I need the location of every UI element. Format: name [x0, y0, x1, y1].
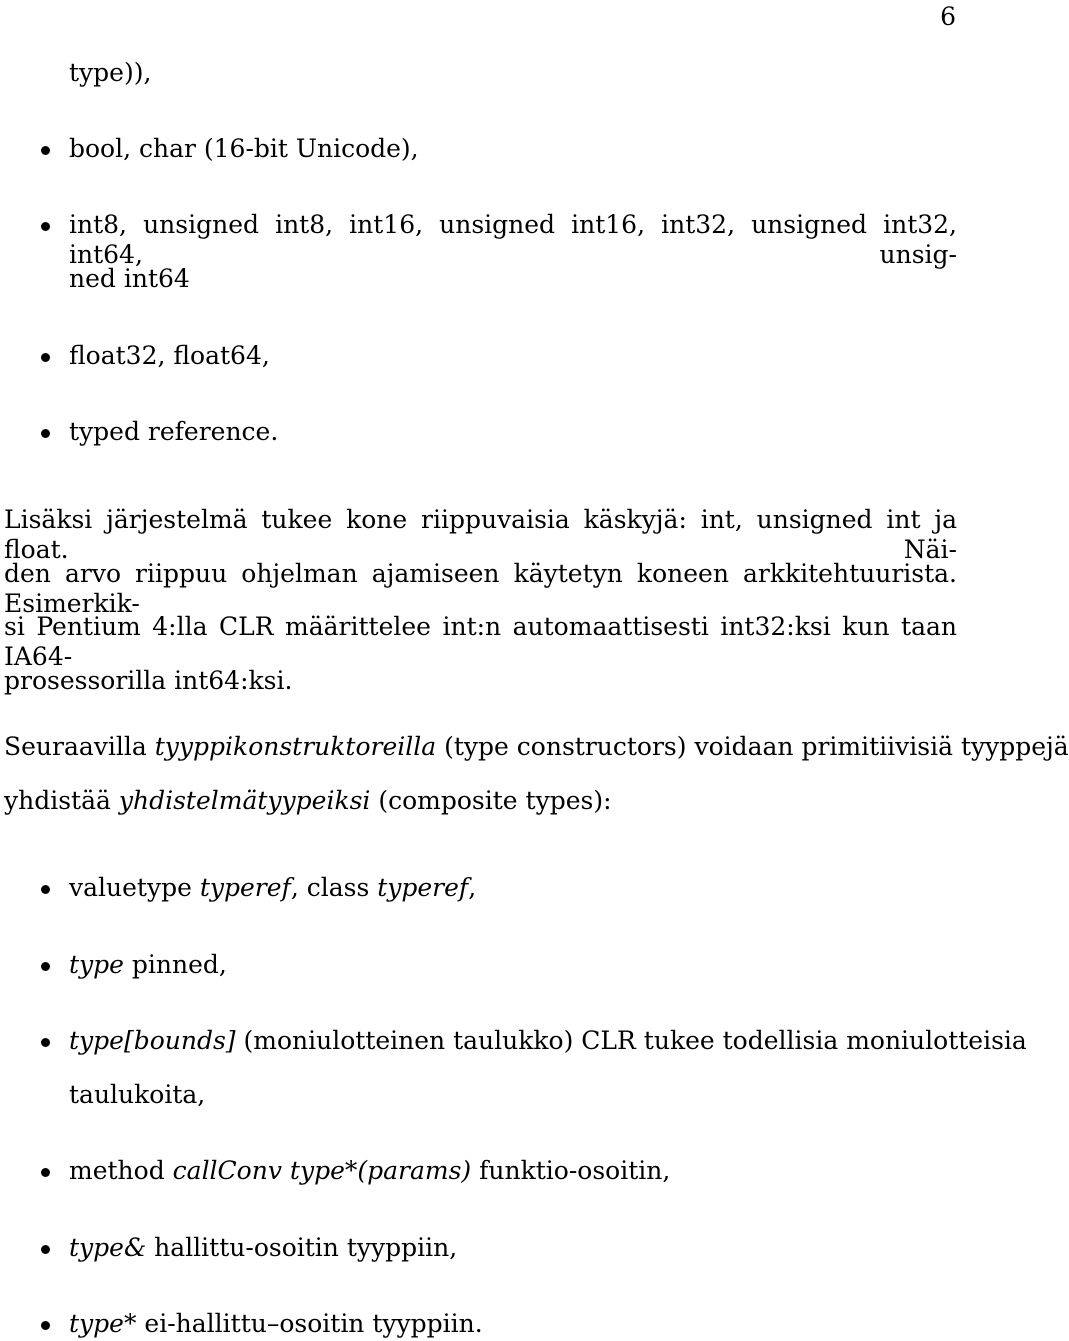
- bullet-icon: [41, 146, 50, 155]
- list-item: [69, 1156, 670, 1186]
- term-italic: typeref: [377, 873, 469, 902]
- list-item: [69, 950, 227, 980]
- text: Seuraavilla: [4, 732, 155, 761]
- bullet-icon: [41, 222, 50, 231]
- text: yhdistää: [4, 786, 119, 815]
- bullet-icon: [41, 1168, 50, 1177]
- text: hallittu-osoitin tyyppiin,: [146, 1233, 458, 1262]
- term-italic: type&: [69, 1233, 147, 1262]
- text: (type constructors) voidaan primitiivisiä tyyppejä: [436, 732, 1069, 761]
- bullet-icon: [41, 885, 50, 894]
- paragraph-line: [4, 786, 612, 816]
- list-item: int8, unsigned int8, int16, unsigned int16, int32, unsigned int32, int64, unsig-: [69, 210, 957, 269]
- text: pinned,: [123, 950, 227, 979]
- term-italic: tyyppikonstruktoreilla: [154, 732, 437, 761]
- list-item: [69, 873, 476, 903]
- text: valuetype: [69, 873, 200, 902]
- text: funktio-osoitin,: [471, 1156, 671, 1185]
- term-italic: yhdistelmätyypeiksi: [118, 786, 371, 815]
- term-italic: type*: [69, 1309, 137, 1338]
- paragraph-line: [4, 732, 1069, 762]
- bullet-icon: [41, 1321, 50, 1330]
- list-item: typed reference.: [69, 417, 279, 446]
- text: (moniulotteinen taulukko) CLR tukee todellisia moniulotteisia: [235, 1026, 1027, 1055]
- list-item: [69, 1233, 457, 1263]
- list-item-continuation: ned int64: [69, 264, 190, 293]
- bullet-icon: [41, 353, 50, 362]
- list-item: [69, 1309, 483, 1339]
- bullet-icon: [41, 1245, 50, 1254]
- term-italic: callConv type*(params): [172, 1156, 472, 1185]
- text: ,: [468, 873, 477, 902]
- term-italic: type[bounds]: [69, 1026, 236, 1055]
- paragraph-line: den arvo riippuu ohjelman ajamiseen käytetyn koneen arkkitehtuurista. Esimerkik-: [4, 559, 957, 618]
- text: ei-hallittu–osoitin tyyppiin.: [136, 1309, 483, 1338]
- paragraph-line: Lisäksi järjestelmä tukee kone riippuvaisia käskyjä: int, unsigned int ja float. Näi-: [4, 505, 957, 564]
- text: , class: [290, 873, 378, 902]
- list-item: float32, float64,: [69, 341, 270, 370]
- bullet-icon: [41, 962, 50, 971]
- paragraph-line: prosessorilla int64:ksi.: [4, 666, 293, 695]
- list-item: bool, char (16-bit Unicode),: [69, 134, 419, 163]
- text: method: [69, 1156, 173, 1185]
- term-italic: type: [69, 950, 124, 979]
- bullet-icon: [41, 1038, 50, 1047]
- text: (composite types):: [370, 786, 612, 815]
- list-item-continuation: type)),: [69, 58, 152, 87]
- list-item-continuation: taulukoita,: [69, 1080, 206, 1109]
- term-italic: typeref: [199, 873, 291, 902]
- paragraph-line: si Pentium 4:lla CLR määrittelee int:n automaattisesti int32:ksi kun taan IA64-: [4, 612, 957, 671]
- page-number: 6: [940, 2, 956, 31]
- bullet-icon: [41, 429, 50, 438]
- list-item: [69, 1026, 1027, 1056]
